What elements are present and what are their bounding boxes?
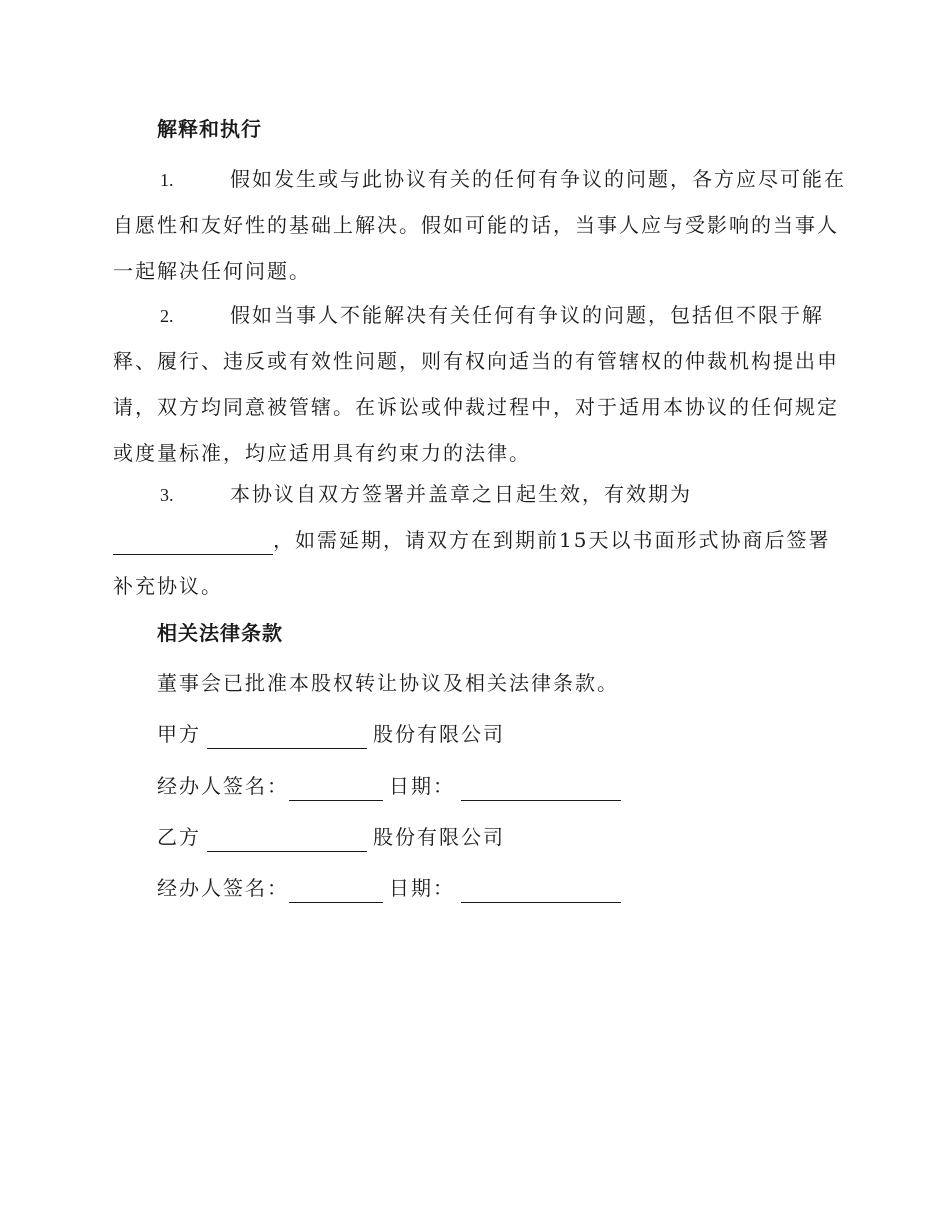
clause-2-line-3: 请，双方均同意被管辖。在诉讼或仲裁过程中，对于适用本协议的任何规定 [113, 395, 839, 419]
clause-text: 假如当事人不能解决有关任何有争议的问题，包括但不限于解 [230, 303, 824, 327]
clause-3-line-2 [113, 525, 833, 571]
clause-text: ，如需延期，请双方在到期前15天以书面形式协商后签署 [273, 528, 831, 552]
clause-number: 2. [160, 306, 174, 326]
clause-1 [113, 164, 846, 302]
clause-text: 假如发生或与此协议有关的任何有争议的问题，各方应尽可能在 [230, 167, 846, 191]
clause-3-line-1 [113, 479, 833, 525]
date-label: 日期： [389, 876, 455, 900]
section-heading-legal-terms: 相关法律条款 [157, 621, 283, 645]
signer-label: 经办人签名： [157, 774, 289, 798]
party-b-name-blank[interactable] [207, 829, 367, 852]
section-heading-interpretation: 解释和执行 [157, 117, 262, 141]
party-a-row [157, 719, 505, 749]
clause-1-line-2: 自愿性和友好性的基础上解决。假如可能的话，当事人应与受影响的当事人 [113, 213, 839, 237]
clause-3-line-3: 补充协议。 [113, 574, 223, 598]
party-a-suffix: 股份有限公司 [373, 722, 505, 746]
clause-number: 3. [160, 485, 174, 505]
date-label: 日期： [389, 774, 455, 798]
party-b-label: 乙方 [157, 825, 201, 849]
party-b-row [157, 822, 505, 852]
signer-signature-blank[interactable] [289, 778, 383, 801]
clause-2 [113, 300, 839, 484]
party-a-signature-row [157, 771, 627, 801]
party-b-suffix: 股份有限公司 [373, 825, 505, 849]
clause-text: 本协议自双方签署并盖章之日起生效，有效期为 [230, 482, 692, 506]
clause-2-line-4: 或度量标准，均应适用具有约束力的法律。 [113, 441, 531, 465]
clause-number: 1. [160, 170, 174, 190]
party-b-signature-row [157, 873, 627, 903]
date-blank[interactable] [461, 778, 621, 801]
clause-2-line-1 [113, 300, 833, 346]
board-approval-statement: 董事会已批准本股权转让协议及相关法律条款。 [157, 671, 619, 695]
clause-1-line-1 [113, 164, 846, 210]
date-blank[interactable] [461, 880, 621, 903]
signer-signature-blank[interactable] [289, 880, 383, 903]
clause-3 [113, 479, 833, 617]
signer-label: 经办人签名： [157, 876, 289, 900]
validity-period-blank[interactable] [113, 532, 273, 555]
clause-2-line-2: 释、履行、违反或有效性问题，则有权向适当的有管辖权的仲裁机构提出申 [113, 349, 839, 373]
party-a-name-blank[interactable] [207, 726, 367, 749]
party-a-label: 甲方 [157, 722, 201, 746]
clause-1-line-3: 一起解决任何问题。 [113, 259, 311, 283]
